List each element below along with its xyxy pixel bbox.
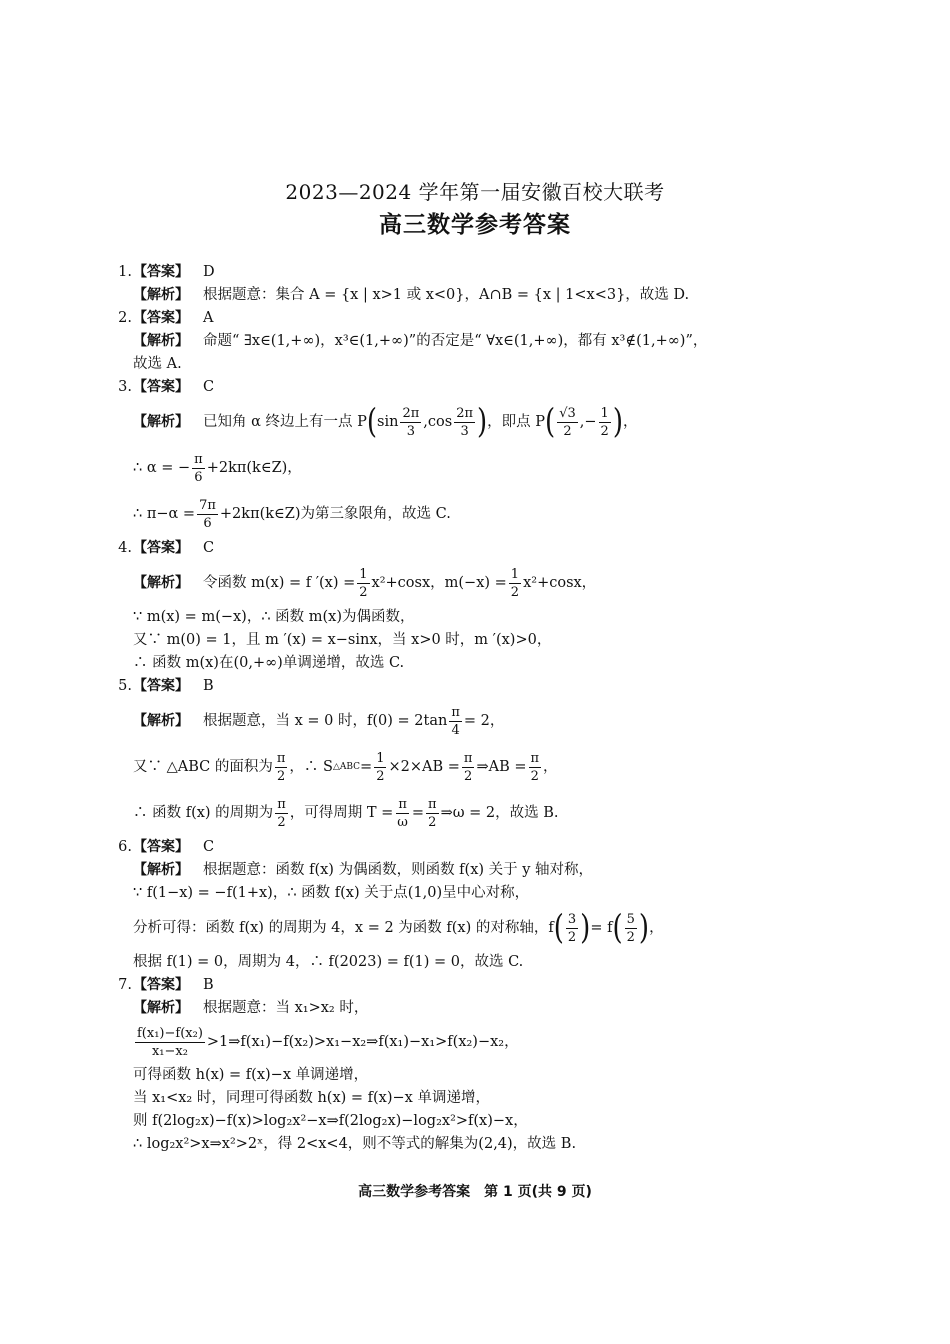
right-paren: ) bbox=[477, 402, 488, 442]
q3-analysis bbox=[112, 399, 812, 445]
formula-text: ，可得周期 T = bbox=[289, 804, 394, 821]
question-number: 3. bbox=[118, 379, 132, 395]
q3-line3 bbox=[112, 491, 812, 537]
fraction-numerator: π bbox=[276, 750, 286, 766]
left-paren: ( bbox=[553, 908, 564, 948]
fraction bbox=[400, 405, 421, 440]
analysis-text: 命题“ ∃x∈(1,+∞)，x³∈(1,+∞)”的否定是“ ∀x∈(1,+∞)，都有 x³∉(1,+∞)”， bbox=[203, 333, 708, 349]
q7-line2 bbox=[112, 1020, 812, 1064]
document-title: 高三数学参考答案 bbox=[379, 211, 571, 238]
formula-text: 根据题意，当 x = 0 时，f(0) = 2tan bbox=[203, 712, 448, 729]
answer-tag: 【答案】 bbox=[133, 310, 189, 326]
analysis-text: 根据题意：集合 A = {x | x>1 或 x<0}，A∩B = {x | 1<x<3}，故选 D. bbox=[203, 287, 690, 303]
formula-text: 分析可得：函数 f(x) 的周期为 4，x = 2 为函数 f(x) 的对称轴，f bbox=[133, 919, 554, 936]
formula-text: ，即点 P bbox=[487, 413, 546, 430]
fraction-denominator: 3 bbox=[406, 423, 415, 439]
answer-tag: 【答案】 bbox=[133, 678, 189, 694]
analysis-text: ∵ f(1−x) = −f(1+x)，∴ 函数 f(x) 关于点(1,0)呈中心对称， bbox=[133, 885, 530, 901]
fraction-numerator: π bbox=[463, 750, 473, 766]
q1-answer-row bbox=[112, 261, 812, 284]
answer-value: B bbox=[203, 678, 214, 694]
fraction-denominator: ω bbox=[397, 814, 408, 830]
formula-text: 已知角 α 终边上有一点 P bbox=[203, 413, 367, 430]
fraction-numerator: 1 bbox=[376, 750, 385, 766]
q5-line2 bbox=[112, 744, 812, 790]
fraction-denominator: x₁−x₂ bbox=[151, 1043, 188, 1059]
formula-text: 令函数 m(x) = f ′(x) = bbox=[203, 574, 356, 591]
answer-value: C bbox=[203, 379, 215, 395]
question-number: 7. bbox=[118, 977, 132, 993]
fraction-denominator: 6 bbox=[203, 515, 212, 531]
formula-text: x²+cosx，m(−x) = bbox=[371, 574, 507, 591]
formula-text: ×2×AB = bbox=[388, 758, 460, 775]
formula-text: +2kπ(k∈Z)为第三象限角，故选 C. bbox=[219, 505, 451, 522]
formula-text: ∴ π−α = bbox=[133, 505, 196, 522]
analysis-text: 又∵ m(0) = 1，且 m ′(x) = x−sinx，当 x>0 时，m ′(x)>0， bbox=[133, 632, 552, 648]
q6-analysis bbox=[112, 859, 812, 882]
formula-text: = bbox=[360, 758, 373, 775]
answer-value: A bbox=[203, 310, 214, 326]
q2-answer-row bbox=[112, 307, 812, 330]
fraction-numerator: π bbox=[451, 704, 460, 720]
answer-value: B bbox=[203, 977, 214, 993]
formula-text: >1⇒f(x₁)−f(x₂)>x₁−x₂⇒f(x₁)−x₁>f(x₂)−x₂， bbox=[206, 1033, 519, 1050]
analysis-tag: 【解析】 bbox=[133, 333, 189, 349]
q5-analysis bbox=[112, 698, 812, 744]
fraction bbox=[374, 750, 386, 785]
right-paren: ) bbox=[580, 908, 591, 948]
left-paren: ( bbox=[366, 402, 378, 442]
analysis-text: 则 f(2log₂x)−f(x)>log₂x²−x⇒f(2log₂x)−log₂x²>f(x)−x， bbox=[133, 1113, 528, 1129]
fraction-numerator: 1 bbox=[600, 405, 609, 421]
formula-text: ， bbox=[649, 919, 664, 936]
answer-tag: 【答案】 bbox=[133, 264, 189, 280]
q7-analysis bbox=[112, 997, 812, 1020]
formula-text: sin bbox=[377, 413, 399, 430]
q5-answer-row bbox=[112, 675, 812, 698]
left-paren: ( bbox=[612, 908, 623, 948]
analysis-text: 故选 A. bbox=[133, 356, 182, 372]
fraction-numerator: √3 bbox=[559, 405, 576, 421]
left-paren: ( bbox=[545, 402, 556, 442]
formula-text: x²+cosx， bbox=[523, 574, 597, 591]
fraction-denominator: 2 bbox=[567, 929, 577, 945]
question-number: 5. bbox=[118, 678, 132, 694]
analysis-tag: 【解析】 bbox=[133, 287, 189, 303]
fraction bbox=[449, 704, 462, 739]
fraction-numerator: 5 bbox=[626, 911, 635, 927]
formula-text: = bbox=[411, 804, 425, 821]
fraction-denominator: 4 bbox=[451, 722, 460, 738]
formula-text: = 2， bbox=[463, 712, 505, 729]
fraction bbox=[395, 796, 410, 831]
fraction-denominator: 3 bbox=[460, 423, 469, 439]
fraction bbox=[462, 750, 475, 785]
formula-text: ∴ 函数 f(x) 的周期为 bbox=[133, 804, 274, 821]
right-paren: ) bbox=[638, 908, 650, 948]
exam-title: 2023—2024 学年第一届安徽百校大联考 bbox=[285, 180, 665, 204]
answer-tag: 【答案】 bbox=[133, 839, 189, 855]
formula-text: ⇒AB = bbox=[476, 758, 527, 775]
fraction-denominator: 2 bbox=[376, 768, 385, 784]
answer-value: C bbox=[203, 839, 215, 855]
analysis-text: ∵ m(x) = m(−x)，∴ 函数 m(x)为偶函数， bbox=[133, 609, 415, 625]
analysis-text: ∴ 函数 m(x)在(0,+∞)单调递增，故选 C. bbox=[133, 655, 405, 671]
right-paren: ) bbox=[612, 402, 623, 442]
answer-value: D bbox=[203, 264, 215, 280]
answer-tag: 【答案】 bbox=[133, 540, 189, 556]
fraction-denominator: 6 bbox=[194, 469, 203, 485]
formula-text: = f bbox=[590, 919, 613, 936]
fraction-numerator: π bbox=[194, 451, 203, 467]
fraction bbox=[135, 1025, 205, 1060]
fraction-denominator: 2 bbox=[359, 584, 368, 600]
fraction-numerator: π bbox=[530, 750, 540, 766]
question-number: 6. bbox=[118, 839, 132, 855]
fraction-denominator: 2 bbox=[276, 768, 286, 784]
answer-tag: 【答案】 bbox=[133, 977, 189, 993]
analysis-text: 根据题意：函数 f(x) 为偶函数，则函数 f(x) 关于 y 轴对称， bbox=[203, 862, 594, 878]
answer-tag: 【答案】 bbox=[133, 379, 189, 395]
question-number: 1. bbox=[118, 264, 132, 280]
q4-analysis bbox=[112, 560, 812, 606]
subscript: △ABC bbox=[332, 761, 361, 772]
fraction bbox=[529, 750, 542, 785]
analysis-tag: 【解析】 bbox=[133, 862, 189, 878]
fraction bbox=[197, 497, 218, 532]
fraction-numerator: 1 bbox=[359, 566, 368, 582]
fraction bbox=[557, 405, 578, 440]
page-footer: 高三数学参考答案 第 1 页(共 9 页) bbox=[358, 1184, 592, 1200]
fraction bbox=[454, 405, 475, 440]
fraction-denominator: 2 bbox=[277, 814, 286, 830]
fraction-numerator: π bbox=[398, 796, 407, 812]
analysis-text: 根据题意：当 x₁>x₂ 时， bbox=[203, 1000, 369, 1016]
q3-answer-row bbox=[112, 376, 812, 399]
fraction bbox=[357, 566, 369, 601]
q6-line3 bbox=[112, 905, 812, 951]
analysis-text: 可得函数 h(x) = f(x)−x 单调递增， bbox=[133, 1067, 369, 1083]
fraction-denominator: 2 bbox=[626, 929, 635, 945]
formula-text: 又∵ △ABC 的面积为 bbox=[133, 758, 273, 775]
fraction-denominator: 2 bbox=[510, 584, 520, 600]
fraction-denominator: 2 bbox=[464, 768, 473, 784]
q2-analysis bbox=[112, 330, 812, 353]
q3-line2 bbox=[112, 445, 812, 491]
q4-answer-row bbox=[112, 537, 812, 560]
fraction-numerator: 7π bbox=[199, 497, 216, 513]
fraction-denominator: 2 bbox=[530, 768, 539, 784]
formula-text: ， bbox=[622, 413, 638, 430]
fraction-numerator: f(x₁)−f(x₂) bbox=[137, 1025, 203, 1041]
q6-answer-row bbox=[112, 836, 812, 859]
formula-text: ，∴ S bbox=[289, 758, 333, 775]
analysis-text: 根据 f(1) = 0，周期为 4，∴ f(2023) = f(1) = 0，故选 C. bbox=[133, 954, 524, 970]
formula-text: ⇒ω = 2，故选 B. bbox=[440, 804, 559, 821]
fraction-denominator: 2 bbox=[428, 814, 437, 830]
fraction bbox=[625, 911, 637, 946]
fraction bbox=[275, 796, 288, 831]
q5-line3 bbox=[112, 790, 812, 836]
formula-text: ∴ α = − bbox=[133, 459, 191, 476]
fraction bbox=[509, 566, 521, 601]
analysis-tag: 【解析】 bbox=[133, 1000, 189, 1016]
fraction bbox=[426, 796, 439, 831]
q1-analysis bbox=[112, 284, 812, 307]
fraction-denominator: 2 bbox=[600, 423, 609, 439]
analysis-tag: 【解析】 bbox=[133, 712, 189, 729]
fraction bbox=[599, 405, 611, 440]
fraction-numerator: 3 bbox=[567, 911, 577, 927]
fraction-denominator: 2 bbox=[563, 423, 572, 439]
formula-text: ,− bbox=[579, 413, 597, 430]
answer-value: C bbox=[203, 540, 215, 556]
fraction-numerator: π bbox=[277, 796, 286, 812]
analysis-text: 当 x₁<x₂ 时，同理可得函数 h(x) = f(x)−x 单调递增， bbox=[133, 1090, 490, 1106]
q7-answer-row bbox=[112, 974, 812, 997]
fraction bbox=[275, 750, 288, 785]
formula-text: +2kπ(k∈Z)， bbox=[206, 459, 302, 476]
fraction-numerator: 2π bbox=[402, 405, 420, 421]
formula-text: ,cos bbox=[423, 413, 453, 430]
analysis-text: ∴ log₂x²>x⇒x²>2ˣ，得 2<x<4，则不等式的解集为(2,4)，故选 B. bbox=[133, 1136, 577, 1152]
fraction-numerator: 1 bbox=[510, 566, 520, 582]
formula-text: ， bbox=[543, 758, 558, 775]
analysis-tag: 【解析】 bbox=[133, 574, 189, 591]
question-number: 2. bbox=[118, 310, 132, 326]
question-number: 4. bbox=[118, 540, 132, 556]
fraction bbox=[566, 911, 578, 946]
analysis-tag: 【解析】 bbox=[133, 413, 189, 430]
fraction bbox=[192, 451, 205, 486]
fraction-numerator: π bbox=[428, 796, 437, 812]
fraction-numerator: 2π bbox=[456, 405, 474, 421]
answer-list bbox=[112, 261, 812, 1156]
